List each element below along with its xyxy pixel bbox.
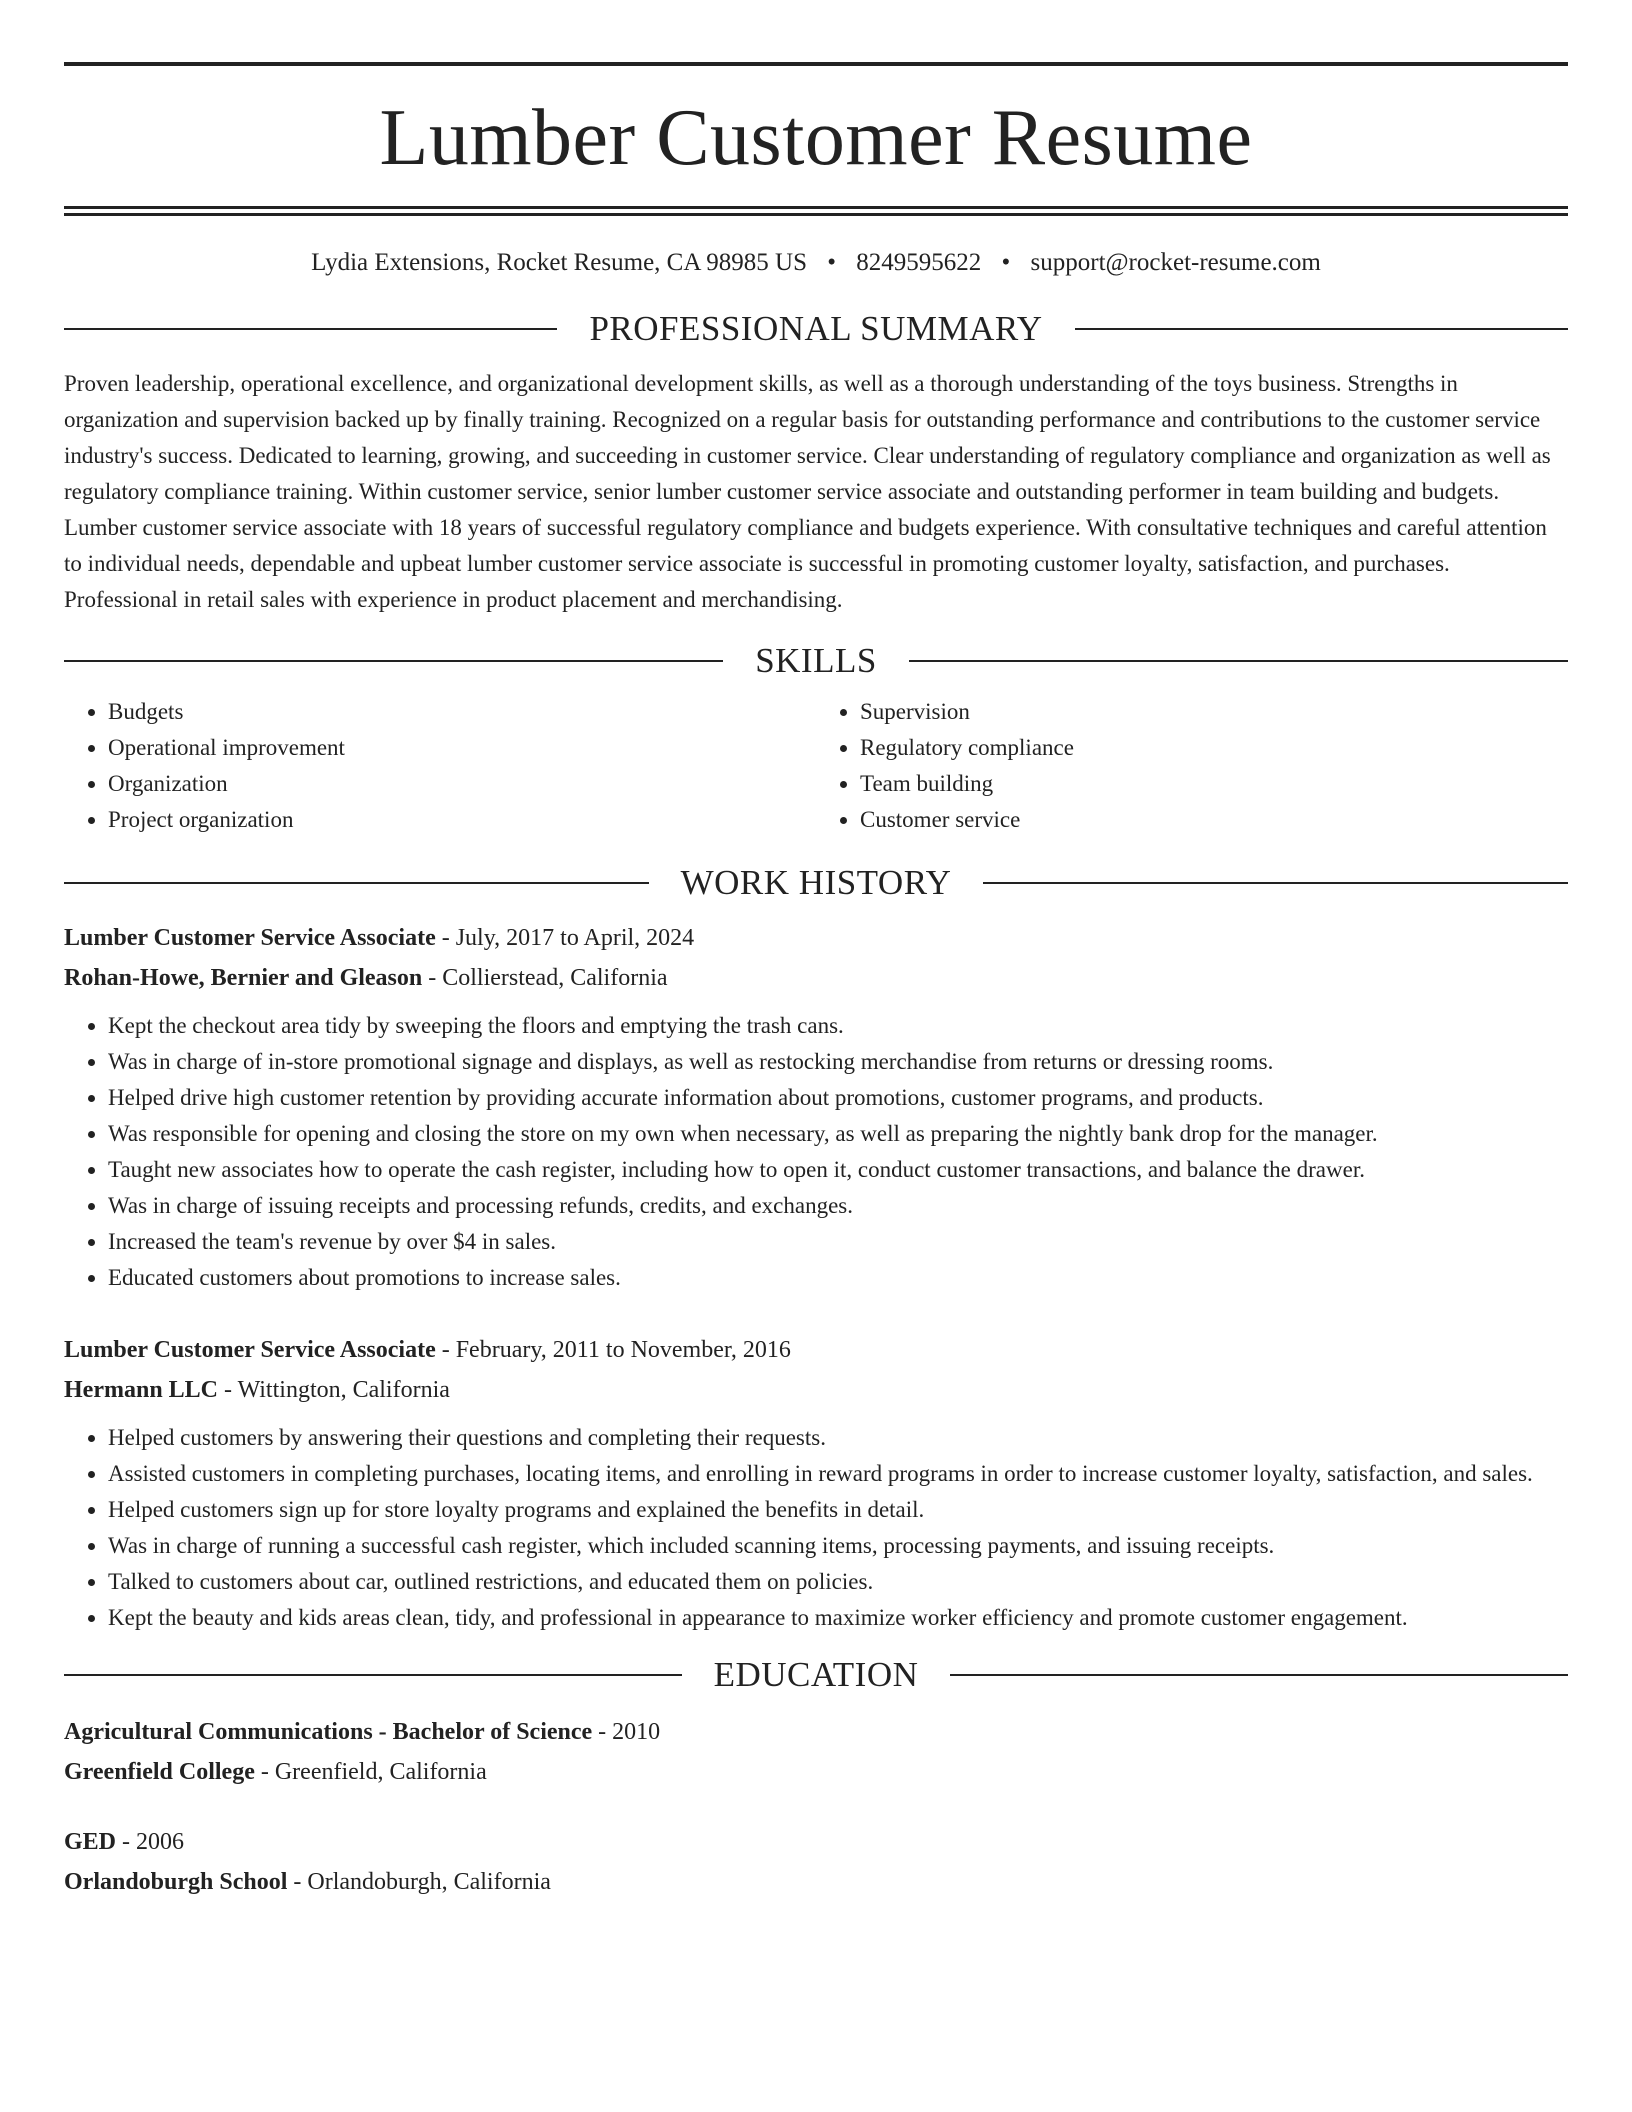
job-bullet: • Talked to customers about car, outlined restrictions, and educated them on policies. — [108, 1564, 1568, 1600]
education-degree: Agricultural Communications - Bachelor of Science — [64, 1719, 593, 1745]
job-bullet: • Kept the checkout area tidy by sweeping the floors and emptying the trash cans. — [108, 1008, 1568, 1044]
job-title-line — [64, 1330, 1568, 1370]
skills-heading: SKILLS — [755, 641, 877, 680]
job-entry — [64, 918, 1568, 1296]
heading-rule-left — [64, 328, 557, 330]
job-location: - Wittington, California — [218, 1377, 450, 1403]
contact-email: support@rocket-resume.com — [1030, 249, 1321, 276]
contact-separator: • — [1001, 249, 1011, 276]
work-heading: WORK HISTORY — [680, 863, 952, 902]
heading-rule-left — [64, 1674, 682, 1676]
job-bullet: • Kept the beauty and kids areas clean, tidy, and professional in appearance to maximize worker efficiency and promote customer engagement. — [108, 1600, 1568, 1636]
skills-column-right — [816, 694, 1568, 838]
job-bullets — [64, 1420, 1568, 1636]
skill-item: • Organization — [108, 766, 816, 802]
job-title: Lumber Customer Service Associate — [64, 925, 436, 951]
job-company-line — [64, 958, 1568, 998]
education-entry — [64, 1822, 1568, 1902]
heading-rule-left — [64, 660, 723, 662]
education-school-line — [64, 1752, 1568, 1792]
education-year: - 2010 — [592, 1719, 661, 1745]
education-location: - Orlandoburgh, California — [287, 1869, 551, 1895]
contact-line — [64, 248, 1568, 278]
skill-item: • Project organization — [108, 802, 816, 838]
job-entry — [64, 1330, 1568, 1636]
contact-address: Lydia Extensions, Rocket Resume, CA 98985 US — [311, 249, 807, 276]
skill-item: • Team building — [860, 766, 1568, 802]
heading-rule-left — [64, 882, 649, 884]
education-degree-line — [64, 1712, 1568, 1752]
skill-item: • Operational improvement — [108, 730, 816, 766]
job-company: Hermann LLC — [64, 1377, 219, 1403]
resume-page — [64, 0, 1568, 1902]
skills-section-heading — [64, 640, 1568, 682]
skill-item: • Budgets — [108, 694, 816, 730]
job-bullet: • Helped customers sign up for store loyalty programs and explained the benefits in detail. — [108, 1492, 1568, 1528]
education-degree-line — [64, 1822, 1568, 1862]
job-bullet: • Was responsible for opening and closing the store on my own when necessary, as well as preparing the nightly bank drop for the manager. — [108, 1116, 1568, 1152]
job-dates: - July, 2017 to April, 2024 — [435, 925, 695, 951]
skills-column-left — [64, 694, 816, 838]
top-rule — [64, 62, 1568, 66]
education-section-heading — [64, 1654, 1568, 1696]
heading-rule-right — [909, 660, 1568, 662]
job-bullets — [64, 1008, 1568, 1296]
job-bullet: • Educated customers about promotions to increase sales. — [108, 1260, 1568, 1296]
job-bullet: • Taught new associates how to operate the cash register, including how to open it, conduct customer transactions, and balance the drawer. — [108, 1152, 1568, 1188]
heading-rule-right — [983, 882, 1568, 884]
job-bullet: • Helped customers by answering their questions and completing their requests. — [108, 1420, 1568, 1456]
education-year: - 2006 — [116, 1829, 185, 1855]
job-bullet: • Was in charge of issuing receipts and processing refunds, credits, and exchanges. — [108, 1188, 1568, 1224]
education-entry — [64, 1712, 1568, 1792]
job-company: Rohan-Howe, Bernier and Gleason — [64, 965, 423, 991]
job-location: - Collierstead, California — [422, 965, 668, 991]
education-heading: EDUCATION — [713, 1655, 919, 1694]
education-degree: GED — [64, 1829, 117, 1855]
job-title: Lumber Customer Service Associate — [64, 1337, 436, 1363]
summary-section-heading — [64, 308, 1568, 350]
job-bullet: • Was in charge of in-store promotional signage and displays, as well as restocking merchandise from returns or dressing rooms. — [108, 1044, 1568, 1080]
education-school: Greenfield College — [64, 1759, 255, 1785]
job-company-line — [64, 1370, 1568, 1410]
job-title-line — [64, 918, 1568, 958]
skill-item: • Supervision — [860, 694, 1568, 730]
job-bullet: • Assisted customers in completing purchases, locating items, and enrolling in reward programs in order to increase customer loyalty, satisfaction, and sales. — [108, 1456, 1568, 1492]
job-bullet: • Helped drive high customer retention by providing accurate information about promotions, customer programs, and products. — [108, 1080, 1568, 1116]
job-bullet: • Was in charge of running a successful cash register, which included scanning items, processing payments, and issuing receipts. — [108, 1528, 1568, 1564]
education-location: - Greenfield, California — [254, 1759, 487, 1785]
double-rule — [64, 206, 1568, 216]
education-school: Orlandoburgh School — [64, 1869, 288, 1895]
job-dates: - February, 2011 to November, 2016 — [435, 1337, 791, 1363]
heading-rule-right — [950, 1674, 1568, 1676]
resume-title: Lumber Customer Resume — [379, 94, 1253, 182]
summary-heading: PROFESSIONAL SUMMARY — [589, 309, 1043, 348]
job-bullet: • Increased the team's revenue by over $4 in sales. — [108, 1224, 1568, 1260]
education-school-line — [64, 1862, 1568, 1902]
contact-separator: • — [827, 249, 837, 276]
skill-item: • Customer service — [860, 802, 1568, 838]
skills-list — [64, 694, 1568, 838]
work-section-heading — [64, 862, 1568, 904]
contact-phone: 8249595622 — [856, 249, 982, 276]
heading-rule-right — [1075, 328, 1568, 330]
summary-text: Proven leadership, operational excellence, and organizational development skills, as well as a thorough understanding of the toys business. Strengths in organization and supervision backed up by finally training. Recognized on a regular basis for outstanding performance and contributions to the customer service industry's success. Dedicated to learning, growing, and succeeding in customer service. Clear understanding of regulatory compliance and organization as well as regulatory compliance training. Within customer service, senior lumber customer service associate and outstanding performer in team building and budgets. Lumber customer service associate with 18 years of successful regulatory compliance and budgets experience. With consultative techniques and careful attention to individual needs, dependable and upbeat lumber customer service associate is successful in promoting customer loyalty, satisfaction, and purchases. Professional in retail sales with experience in product placement and merchandising. — [64, 371, 1551, 612]
skill-item: • Regulatory compliance — [860, 730, 1568, 766]
